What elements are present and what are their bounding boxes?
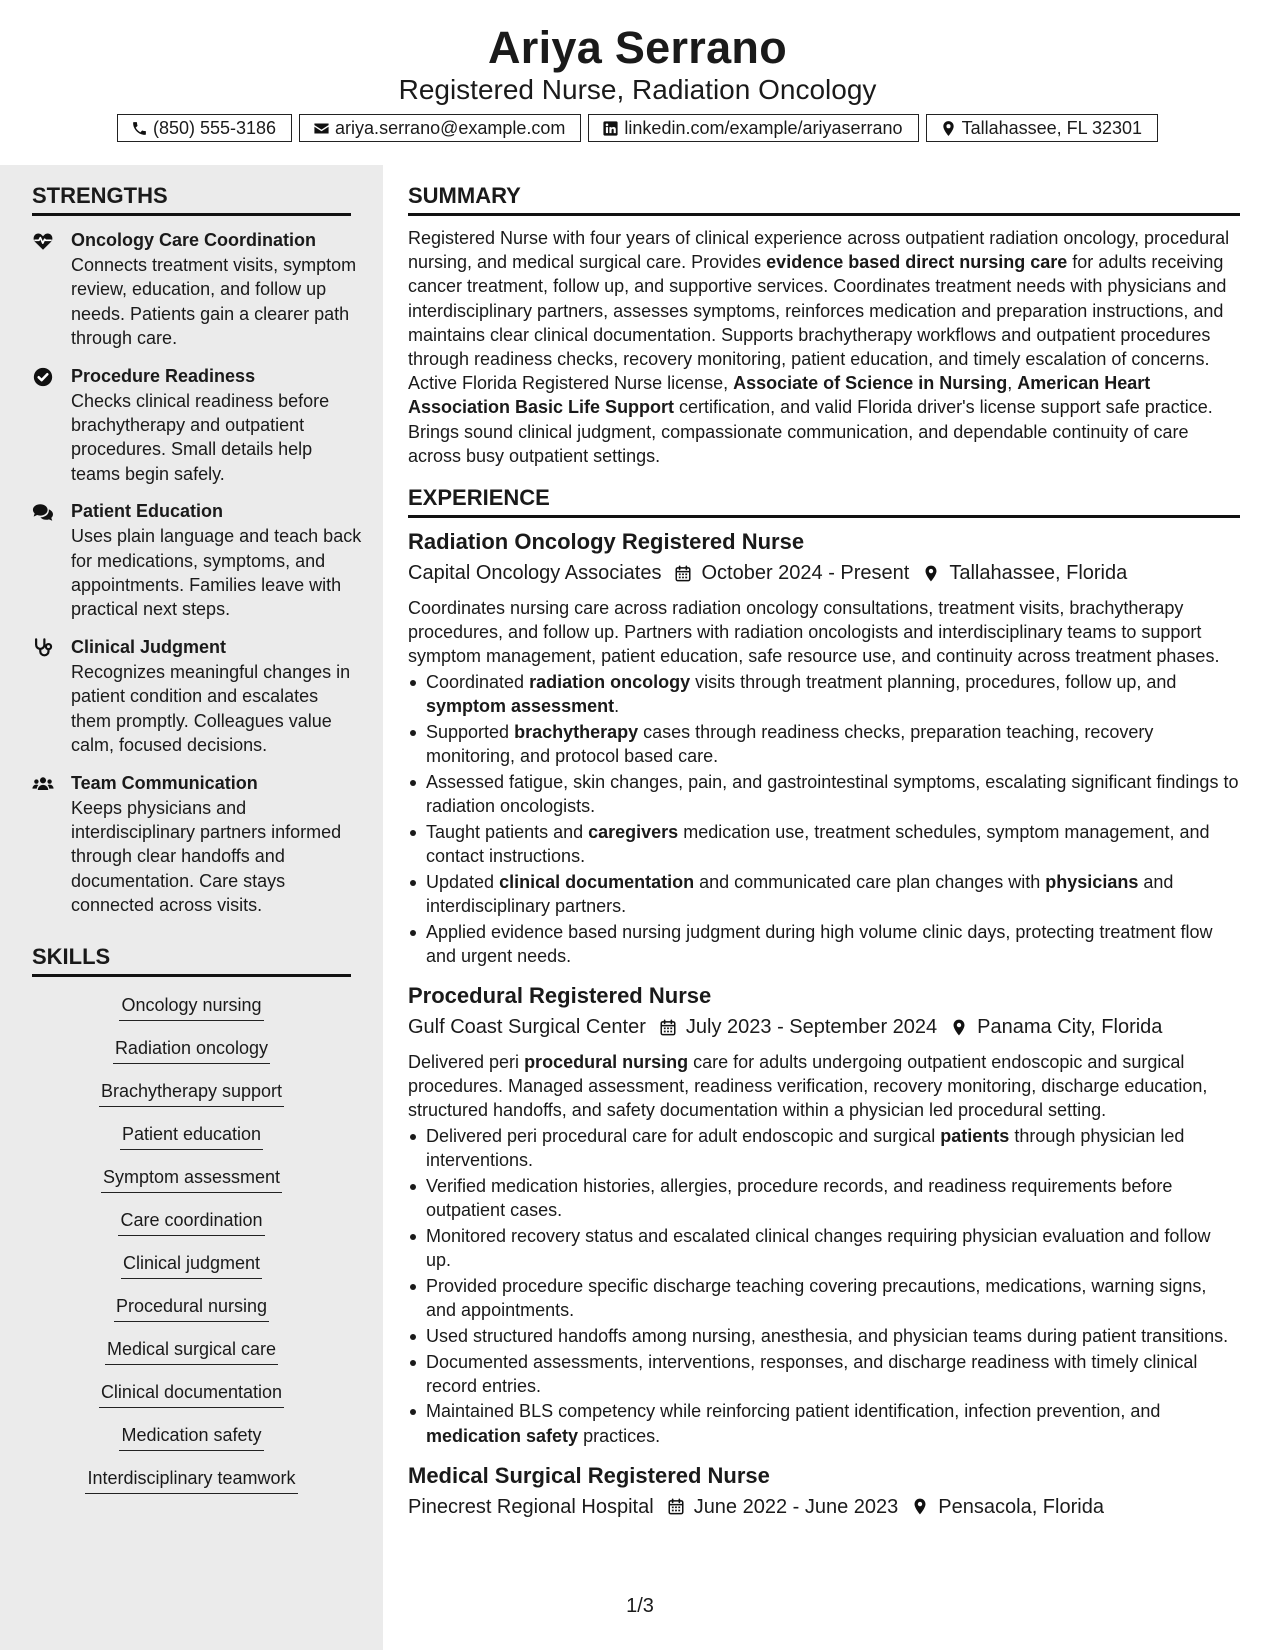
strength-desc: Checks clinical readiness before brachytherapy and outpatient procedures. Small details help teams begin safely. <box>71 390 330 484</box>
job-bullet: Monitored recovery status and escalated clinical changes requiring physician evaluation and follow up. <box>408 1224 1240 1272</box>
stethoscope-icon <box>32 637 54 659</box>
users-icon <box>32 773 54 795</box>
strength-title: Procedure Readiness <box>71 365 256 386</box>
calendar-icon <box>667 1497 685 1516</box>
main-column <box>408 165 1240 1530</box>
strength-desc: Recognizes meaningful changes in patient condition and escalates them promptly. Colleagues value calm, focused decisions. <box>71 661 351 756</box>
job-bullet: Assessed fatigue, skin changes, pain, and gastrointestinal symptoms, escalating significant findings to radiation oncologists. <box>408 770 1240 818</box>
job-location: Pensacola, Florida <box>938 1495 1104 1518</box>
job-description: Coordinates nursing care across radiation oncology consultations, treatment visits, brachytherapy procedures, and follow up. Partners with radiation oncologists and interdisciplinary teams to support symptom management, patient education, safe resource use, and continuity across treatment phases. <box>408 598 1220 667</box>
skill-tag: Patient education <box>120 1122 263 1150</box>
skill-item <box>32 1208 351 1236</box>
skill-tag: Clinical documentation <box>99 1380 284 1408</box>
skill-item <box>32 1251 351 1279</box>
calendar-icon <box>674 564 692 583</box>
job-bullet: Provided procedure specific discharge teaching covering precautions, medications, warning signs, and appointments. <box>408 1274 1240 1322</box>
contact-location-text: Tallahassee, FL 32301 <box>961 118 1143 138</box>
job-company: Capital Oncology Associates <box>408 562 662 585</box>
skill-tag: Interdisciplinary teamwork <box>85 1466 297 1494</box>
job-title: Medical Surgical Registered Nurse <box>408 1462 770 1488</box>
contact-location[interactable] <box>926 114 1158 142</box>
candidate-name: Ariya Serrano <box>487 22 788 73</box>
job-entry <box>408 528 1240 968</box>
skill-item <box>32 1036 351 1064</box>
skill-item <box>32 1337 351 1365</box>
job-bullets <box>408 670 1240 968</box>
job-bullet: Delivered peri procedural care for adult endoscopic and surgical patients through physician led interventions. <box>408 1124 1240 1172</box>
linkedin-icon <box>602 120 619 137</box>
strengths-heading: STRENGTHS <box>32 165 351 216</box>
job-entry <box>408 1462 1240 1522</box>
job-company: Pinecrest Regional Hospital <box>408 1495 654 1518</box>
skill-tag: Brachytherapy support <box>99 1079 284 1107</box>
strength-title: Team Communication <box>71 772 258 793</box>
job-company: Gulf Coast Surgical Center <box>408 1016 646 1039</box>
contact-phone-text: (850) 555-3186 <box>152 118 277 138</box>
job-title: Procedural Registered Nurse <box>408 983 712 1009</box>
skill-tag: Clinical judgment <box>121 1251 262 1279</box>
skill-tag: Radiation oncology <box>113 1036 270 1064</box>
skill-tag: Medical surgical care <box>105 1337 278 1365</box>
job-bullet: Applied evidence based nursing judgment during high volume clinic days, protecting treatment flow and urgent needs. <box>408 920 1240 968</box>
phone-icon <box>131 120 148 137</box>
skill-item <box>32 1165 351 1193</box>
experience-heading: EXPERIENCE <box>408 468 1240 518</box>
envelope-icon <box>313 120 330 137</box>
strength-desc: Keeps physicians and interdisciplinary partners informed through clear handoffs and documentation. Care stays connected across visits. <box>71 797 342 916</box>
skill-item <box>32 1122 351 1150</box>
job-location: Tallahassee, Florida <box>949 562 1128 585</box>
candidate-title: Registered Nurse, Radiation Oncology <box>398 74 877 105</box>
skill-item <box>32 1423 351 1451</box>
page-number: 1/3 <box>626 1595 654 1617</box>
job-bullet: Documented assessments, interventions, responses, and discharge readiness with timely clinical record entries. <box>408 1350 1240 1398</box>
skill-tag: Oncology nursing <box>119 993 263 1021</box>
strength-desc: Uses plain language and teach back for medications, symptoms, and appointments. Families leave with practical next steps. <box>71 526 362 620</box>
skills-heading: SKILLS <box>32 931 351 977</box>
summary-text: Registered Nurse with four years of clinical experience across outpatient radiation oncology, procedural nursing, and medical surgical care. Provides evidence based direct nursing care for adults receiving cancer treatment, follow up, and supportive services. Coordinates treatment needs with physicians and interdisciplinary partners, assesses symptoms, reinforces medication and preparation instructions, and maintains clear clinical documentation. Supports brachytherapy workflows and outpatient procedures through readiness checks, recovery monitoring, patient education, and timely escalation of concerns. Active Florida Registered Nurse license, Associate of Science in Nursing, American Heart Association Basic Life Support certification, and valid Florida driver's license support safe practice. Brings sound clinical judgment, compassionate communication, and dependable continuity of care across busy outpatient settings. <box>408 228 1230 466</box>
skill-item <box>32 993 351 1021</box>
contact-email-text: ariya.serrano@example.com <box>335 118 566 138</box>
strength-item <box>32 771 362 918</box>
contact-linkedin[interactable] <box>588 114 918 142</box>
map-pin-icon <box>922 564 940 583</box>
job-bullet: Used structured handoffs among nursing, anesthesia, and physician teams during patient transitions. <box>408 1324 1240 1348</box>
skills-list <box>32 991 351 1494</box>
strength-item <box>32 228 362 351</box>
job-bullet: Updated clinical documentation and communicated care plan changes with physicians and interdisciplinary partners. <box>408 870 1240 918</box>
skill-item <box>32 1466 351 1494</box>
contact-linkedin-text: linkedin.com/example/ariyaserrano <box>624 118 903 138</box>
job-entry <box>408 982 1240 1448</box>
contact-bar <box>0 114 1275 142</box>
check-circle-icon <box>32 366 54 388</box>
job-dates: October 2024 - Present <box>701 562 910 585</box>
strength-title: Patient Education <box>71 501 224 522</box>
strength-title: Oncology Care Coordination <box>71 230 317 250</box>
job-bullet: Supported brachytherapy cases through readiness checks, preparation teaching, recovery monitoring, and protocol based care. <box>408 720 1240 768</box>
job-meta <box>408 558 1240 588</box>
job-title: Radiation Oncology Registered Nurse <box>408 529 805 555</box>
experience-list <box>408 528 1240 1522</box>
job-dates: July 2023 - September 2024 <box>685 1016 938 1039</box>
job-bullets <box>408 1124 1240 1448</box>
calendar-icon <box>659 1018 677 1037</box>
skill-item <box>32 1079 351 1107</box>
skill-tag: Procedural nursing <box>114 1294 269 1322</box>
strength-desc: Connects treatment visits, symptom review, education, and follow up needs. Patients gain a clearer path through care. <box>71 255 357 349</box>
job-meta <box>408 1492 1240 1522</box>
contact-phone[interactable] <box>117 114 292 142</box>
map-pin-icon <box>940 120 957 137</box>
job-bullet: Taught patients and caregivers medication use, treatment schedules, symptom management, and contact instructions. <box>408 820 1240 868</box>
strength-item <box>32 499 362 622</box>
sidebar <box>0 165 383 1650</box>
heartbeat-icon <box>32 230 54 252</box>
comments-icon <box>32 501 54 523</box>
strength-item <box>32 364 362 487</box>
map-pin-icon <box>911 1497 929 1516</box>
job-meta <box>408 1012 1240 1042</box>
map-pin-icon <box>950 1018 968 1037</box>
job-bullet: Coordinated radiation oncology visits through treatment planning, procedures, follow up, and symptom assessment. <box>408 670 1240 718</box>
job-bullet: Verified medication histories, allergies, procedure records, and readiness requirements before outpatient cases. <box>408 1174 1240 1222</box>
strength-title: Clinical Judgment <box>71 636 227 657</box>
resume-header <box>0 0 1275 165</box>
skill-tag: Symptom assessment <box>101 1165 282 1193</box>
skill-tag: Care coordination <box>118 1208 264 1236</box>
job-bullet: Maintained BLS competency while reinforcing patient identification, infection prevention, and medication safety practices. <box>408 1399 1240 1447</box>
skill-item <box>32 1294 351 1322</box>
job-location: Panama City, Florida <box>977 1016 1163 1039</box>
skill-tag: Medication safety <box>119 1423 263 1451</box>
summary-heading: SUMMARY <box>408 165 1240 216</box>
strength-item <box>32 635 362 758</box>
contact-email[interactable] <box>299 114 581 142</box>
job-dates: June 2022 - June 2023 <box>693 1495 899 1518</box>
job-description: Delivered peri procedural nursing care for adults undergoing outpatient endoscopic and surgical procedures. Managed assessment, readiness verification, recovery monitoring, discharge education, structured handoffs, and safety documentation within a physician led procedural setting. <box>408 1052 1208 1121</box>
skill-item <box>32 1380 351 1408</box>
